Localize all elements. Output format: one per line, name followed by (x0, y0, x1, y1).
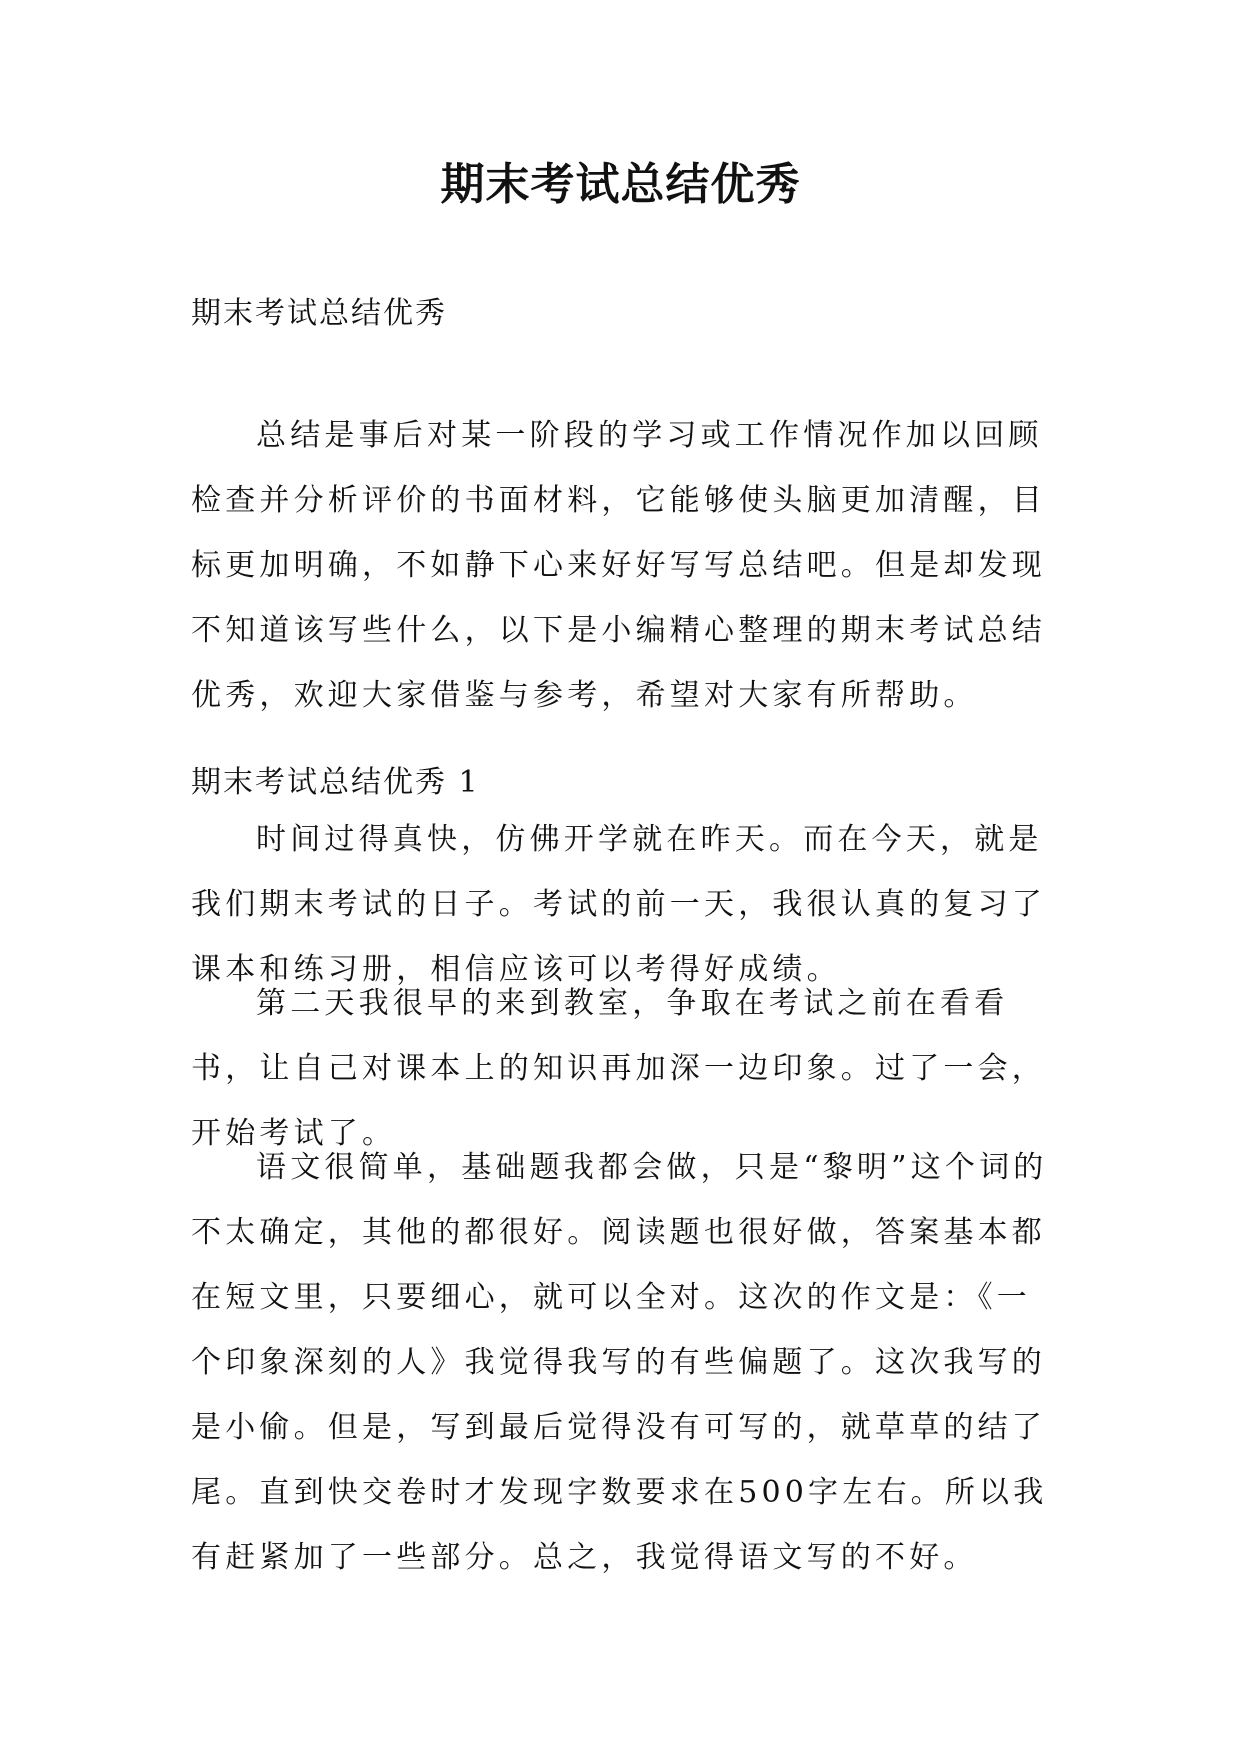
body-paragraph: 时间过得真快，仿佛开学就在昨天。而在今天，就是我们期末考试的日子。考试的前一天，我很认真的复习了课本和练习册，相信应该可以考得好成绩。 (191, 822, 1046, 987)
section-heading: 期末考试总结优秀 1 (191, 765, 480, 800)
intro-paragraph: 总结是事后对某一阶段的学习或工作情况作加以回顾检查并分析评价的书面材料，它能够使头脑更加清醒，目标更加明确，不如静下心来好好写写总结吧。但是却发现不知道该写些什么，以下是小编精心整理的期末考试总结优秀，欢迎大家借鉴与参考，希望对大家有所帮助。 (191, 418, 1046, 713)
body-paragraph: 语文很简单，基础题我都会做，只是“黎明”这个词的不太确定，其他的都很好。阅读题也很好做，答案基本都在短文里，只要细心，就可以全对。这次的作文是：《一个印象深刻的人》我觉得我写的有些偏题了。这次我写的是小偷。但是，写到最后觉得没有可写的，就草草的结了尾。直到快交卷时才发现字数要求在500字左右。所以我有赶紧加了一些部分。总之，我觉得语文写的不好。 (191, 1150, 1048, 1575)
page-title: 期末考试总结优秀 (440, 159, 801, 210)
document-subtitle: 期末考试总结优秀 (191, 296, 447, 331)
body-paragraph: 第二天我很早的来到教室，争取在考试之前在看看书，让自己对课本上的知识再加深一边印象。过了一会，开始考试了。 (191, 986, 1046, 1151)
